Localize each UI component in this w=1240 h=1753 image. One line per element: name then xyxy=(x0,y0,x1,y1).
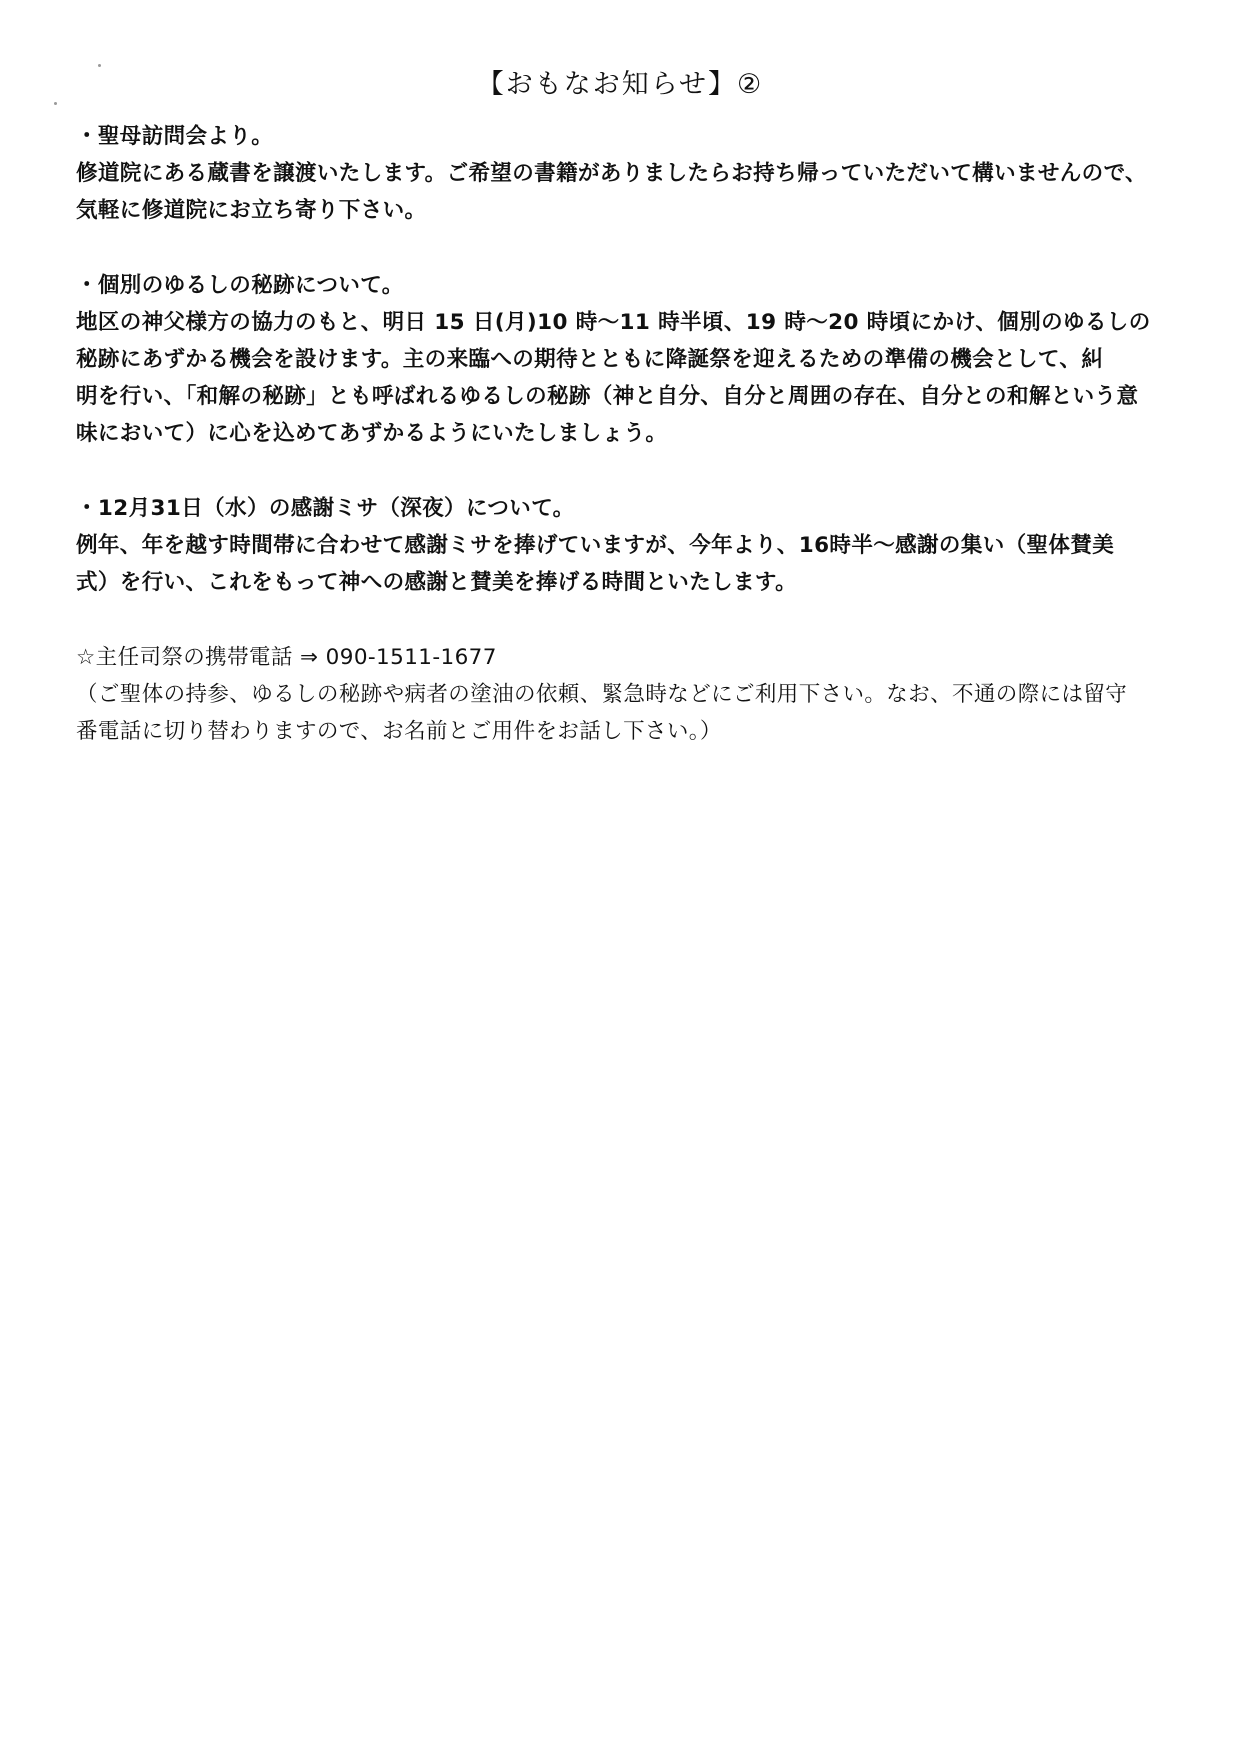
notice-section-visitation xyxy=(76,118,1216,229)
section-text-line: 修道院にある蔵書を譲渡いたします。ご希望の書籍がありましたらお持ち帰っていただいて構いませんので、 xyxy=(76,161,1147,186)
document-body xyxy=(76,118,1216,788)
section-text-line: 例年、年を越す時間帯に合わせて感謝ミサを捧げていますが、今年より、16時半～感謝の集い（聖体賛美 xyxy=(76,533,1115,558)
section-text-line: 気軽に修道院にお立ち寄り下さい。 xyxy=(76,198,427,223)
notice-section-thanksgiving-mass xyxy=(76,490,1216,601)
section-heading: ・12月31日（水）の感謝ミサ（深夜）について。 xyxy=(76,496,575,521)
contact-note-line: 番電話に切り替わりますので、お名前とご用件をお話し下さい。） xyxy=(76,719,722,744)
section-text-line: 地区の神父様方の協力のもと、明日 15 日(月)10 時～11 時半頃、19 時～20 時頃にかけ、個別のゆるしの xyxy=(76,310,1151,335)
section-text-line: 式）を行い、これをもって神への感謝と賛美を捧げる時間といたします。 xyxy=(76,570,797,595)
section-text-line: 秘跡にあずかる機会を設けます。主の来臨への期待とともに降誕祭を迎えるための準備の機会として、糾 xyxy=(76,347,1104,372)
section-text-line: 味において）に心を込めてあずかるようにいたしましょう。 xyxy=(76,421,668,446)
section-text-line: 明を行い、「和解の秘跡」とも呼ばれるゆるしの秘跡（神と自分、自分と周囲の存在、自分との和解という意 xyxy=(76,384,1139,409)
page-title: 【おもなお知らせ】② xyxy=(476,69,764,100)
contact-phone-line: ☆主任司祭の携帯電話 ⇒ 090-1511-1677 xyxy=(76,645,497,670)
section-heading: ・個別のゆるしの秘跡について。 xyxy=(76,273,404,298)
contact-note-line: （ご聖体の持参、ゆるしの秘跡や病者の塗油の依頼、緊急時などにご利用下さい。なお、不通の際には留守 xyxy=(76,682,1128,707)
contact-section xyxy=(76,639,1216,750)
scan-speck xyxy=(54,102,57,105)
notice-section-confession xyxy=(76,267,1216,452)
section-heading: ・聖母訪問会より。 xyxy=(76,124,274,149)
